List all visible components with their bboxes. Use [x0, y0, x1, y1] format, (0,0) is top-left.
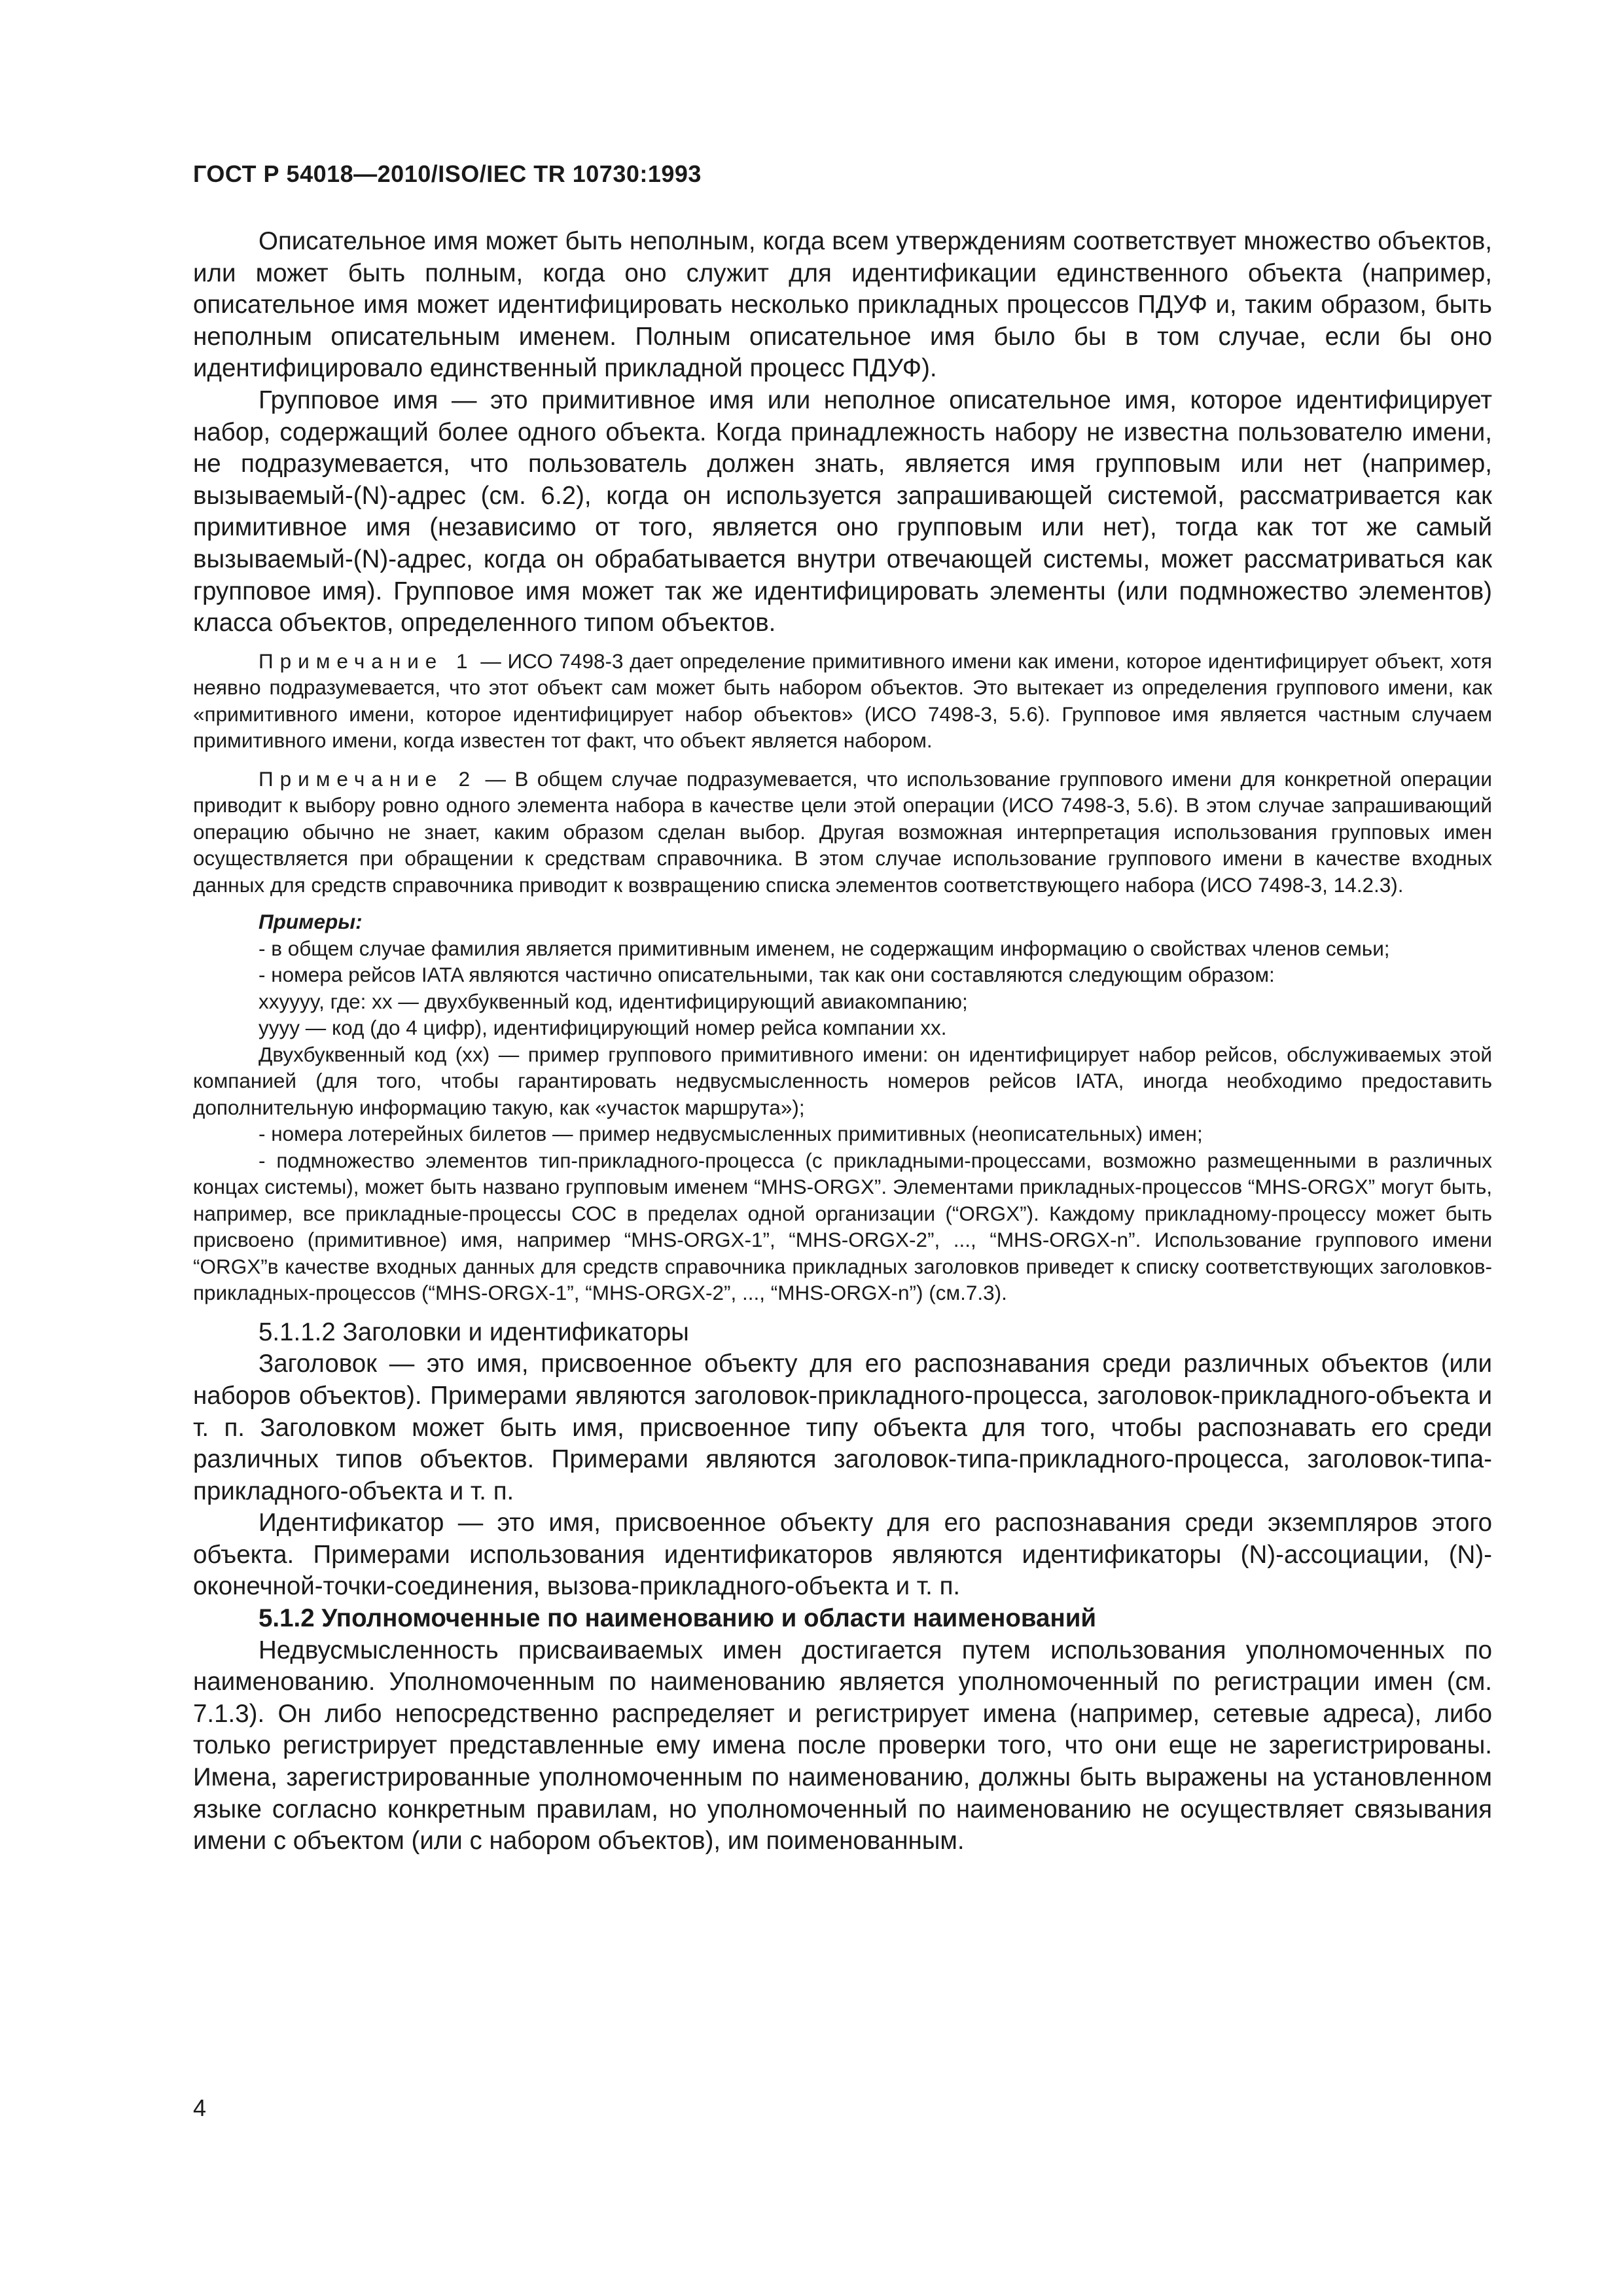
- page-number: 4: [193, 2094, 207, 2121]
- paragraph-naming-authority: Недвусмысленность присваиваемых имен достигается путем использования уполномоченных по наименованию. Уполномоченным по наименованию является уполномоченный по регистрации имен (см. 7.1.3). Он либо непосредственно распределяет и регистрирует имена (например, сетевые адреса), либо только регистрирует представленные ему имена после проверки того, что они еще не зарегистрированы. Имена, зарегистрированные уполномоченным по наименованию, должны быть выражены на установленном языке согласно конкретным правилам, но уполномоченный по наименованию не осуществляет связывания имени с объектом (или с набором объектов), им поименованным.: [193, 1636, 1492, 1856]
- example-item: xxyyyy, где: xx — двухбуквенный код, идентифицирующий авиакомпанию;: [259, 989, 968, 1013]
- paragraph-identifier-definition: Идентификатор — это имя, присвоенное объекту для его распознавания среди экземпляров этого объекта. Примерами использования идентификаторов являются идентификаторы (N)-ассоциации, (N)-оконечной-точки-соединения, вызова-прикладного-объекта и т. п.: [193, 1509, 1492, 1601]
- note-2-label: Примечание 2: [259, 766, 477, 791]
- note-2-text: — В общем случае подразумевается, что использование группового имени для конкретной операции приводит к выбору ровно одного элемента набора в качестве цели этой операции (ИСО 7498-3, 5.6). В этом случае запрашивающий операцию обычно не знает, каким образом сделан выбор. Другая возможная интерпретация использования групповых имен осуществляется при обращении к средствам справочника. В этом случае использование группового имени в качестве входных данных для средств справочника приводит к возвращению списка элементов соответствующего набора (ИСО 7498-3, 14.2.3).: [193, 766, 1492, 897]
- note-1-label: Примечание 1: [259, 649, 474, 673]
- document-body: [193, 226, 1492, 1857]
- example-item: - номера лотерейных билетов — пример недвусмысленных примитивных (неописательных) имен;: [259, 1122, 1203, 1146]
- note-2: [193, 766, 1492, 899]
- document-header: ГОСТ Р 54018—2010/ISO/IEC TR 10730:1993: [193, 160, 702, 187]
- example-item: - в общем случае фамилия является примитивным именем, не содержащим информацию о свойствах членов семьи;: [259, 936, 1390, 960]
- example-item: - номера рейсов IATA являются частично описательными, так как они составляются следующим образом:: [259, 963, 1275, 987]
- paragraph-group-name: Групповое имя — это примитивное имя или неполное описательное имя, которое идентифицирует набор, содержащий более одного объекта. Когда принадлежность набору не известна пользователю имени, не подразумевается, что пользователь должен знать, является имя групповым или нет (например, вызываемый-(N)-адрес (см. 6.2), когда он используется запрашивающей системой, рассматривается как примитивное имя (независимо от того, является оно групповым или нет), тогда как тот же самый вызываемый-(N)-адрес, когда он обрабатывается внутри отвечающей системы, может рассматриваться как групповое имя). Групповое имя может так же идентифицировать элементы (или подмножество элементов) класса объектов, определенного типом объектов.: [193, 386, 1492, 637]
- paragraph-title-definition: Заголовок — это имя, присвоенное объекту для его распознавания среди различных объектов (или наборов объектов). Примерами являются заголовок-прикладного-процесса, заголовок-прикладного-объекта и т. п. Заголовком может быть имя, присвоенное типу объекта для того, чтобы распознавать его среди различных типов объектов. Примерами являются заголовок-типа-прикладного-процесса, заголовок-типа-прикладного-объекта и т. п.: [193, 1350, 1492, 1505]
- examples-heading: Примеры:: [259, 910, 363, 934]
- note-1: [193, 648, 1492, 754]
- example-item: - подмножество элементов тип-прикладного-процесса (с прикладными-процессами, возможно размещенными в различных концах системы), может быть названо групповым именем “MHS-ORGX”. Элементами прикладных-процессов “MHS-ORGX” могут быть, например, все прикладные-процессы СОС в пределах одной организации (“ORGX”). Каждому прикладному-процессу может быть присвоено (примитивное) имя, например “MHS-ORGX-1”, “MHS-ORGX-2”, ..., “MHS-ORGX-n”. Использование группового имени “ORGX”в качестве входных данных для средств справочника прикладных заголовков приведет к списку соответствующих заголовков-прикладных-процессов (“MHS-ORGX-1”, “MHS-ORGX-2”, ..., “MHS-ORGX-n”) (см.7.3).: [193, 1148, 1492, 1305]
- note-1-text: — ИСО 7498-3 дает определение примитивного имени как имени, которое идентифицирует объект, хотя неявно подразумевается, что этот объект сам может быть набором объектов. Это вытекает из определения группового имени, как «примитивного имени, которое идентифицирует набор объектов» (ИСО 7498-3, 5.6). Групповое имя является частным случаем примитивного имени, когда известен тот факт, что объект является набором.: [193, 649, 1492, 753]
- paragraph-descriptive-name: Описательное имя может быть неполным, когда всем утверждениям соответствует множество объектов, или может быть полным, когда оно служит для идентификации единственного объекта (например, описательное имя может идентифицировать несколько прикладных процессов ПДУФ и, таким образом, быть неполным описательным именем. Полным описательное имя было бы в том случае, если бы оно идентифицировало единственный прикладной процесс ПДУФ).: [193, 227, 1492, 383]
- section-5-1-1-2-heading: 5.1.1.2 Заголовки и идентификаторы: [259, 1318, 689, 1346]
- example-item: Двухбуквенный код (xx) — пример группового примитивного имени: он идентифицирует набор рейсов, обслуживаемых этой компанией (для того, чтобы гарантировать недвусмысленность номеров рейсов IATA, иногда необходимо предоставить дополнительную информацию такую, как «участок маршрута»);: [193, 1042, 1492, 1119]
- section-5-1-2-heading: 5.1.2 Уполномоченные по наименованию и области наименований: [259, 1604, 1097, 1633]
- example-item: yyyy — код (до 4 цифр), идентифицирующий номер рейса компании xx.: [259, 1016, 947, 1040]
